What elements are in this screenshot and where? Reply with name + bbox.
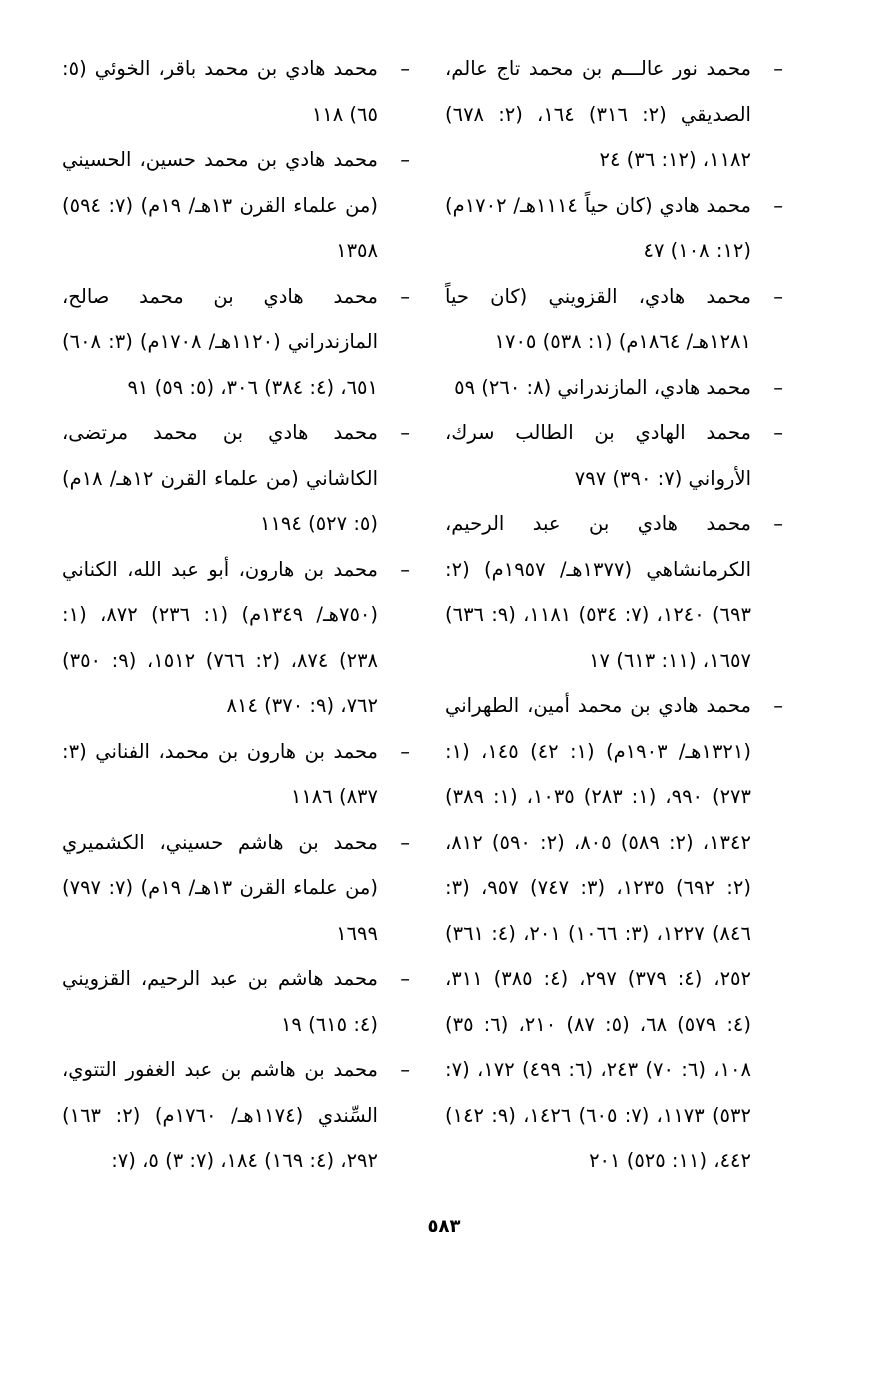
entry-text: محمد هادي بن محمد مرتضى، الكاشاني (من علماء القرن ١٢هـ/ ١٨م) (٥: ٥٢٧) ١١٩٤	[62, 421, 379, 535]
index-entry	[62, 410, 412, 547]
index-entry	[445, 365, 785, 411]
entry-text: محمد نور عالـــم بن محمد تاج عالم، الصديقي (٢: ٣١٦) ١٦٤، (٢: ٦٧٨) ١١٨٢، (١٢: ٣٦) ٢٤	[445, 57, 751, 171]
entry-text: محمد هادي بن محمد صالح، المازندراني (١١٢٠هـ/ ١٧٠٨م) (٣: ٦٠٨) ٦٥١، (٤: ٣٨٤) ٣٠٦، (٥: ٥٩) ٩١	[62, 284, 378, 399]
entry-dash: –	[773, 512, 783, 535]
entry-dash: –	[400, 284, 410, 308]
entry-dash: –	[400, 421, 410, 444]
index-entry	[62, 956, 412, 1047]
index-entry	[62, 274, 412, 411]
right-column	[445, 46, 785, 1184]
entry-dash: –	[773, 421, 783, 444]
index-entry	[62, 547, 412, 729]
entry-text: محمد هادي، المازندراني (٨: ٢٦٠) ٥٩	[454, 375, 751, 399]
entry-text: محمد بن هاشم بن عبد الغفور التتوي، السِّندي (١١٧٤هـ/ ١٧٦٠م) (٢: ١٦٣) ٢٩٢، (٤: ١٦٩) ١٨٤، (٧: ٣) ٥، (٧:	[62, 1058, 378, 1172]
entry-text: محمد هادي بن محمد أمين، الطهراني (١٣٢١هـ/ ١٩٠٣م) (١: ٤٢) ١٤٥، (١: ٢٧٣) ٩٩٠، (١: ٢٨٣) ١٠٣٥، (١: ٣٨٩) ١٣٤٢، (٢: ٥٨٩) ٨٠٥، (٢: ٥٩٠) ٨١٢، (٢: ٦٩٢) ١٢٣٥، (٣: ٧٤٧) ٩٥٧، (٣: ٨٤٦) ١٢٢٧، (٣: ١٠٦٦) ٢٠١، (٤: ٣٦١) ٢٥٢، (٤: ٣٧٩) ٢٩٧، (٤: ٣٨٥) ٣١١، (٤: ٥٧٩) ٦٨، (٥: ٨٧) ٢١٠، (٦: ٣٥) ١٠٨، (٦: ٧٠) ٢٤٣، (٦: ٤٩٩) ١٧٢، (٧: ٥٣٢) ١١٧٣، (٧: ٦٠٥) ١٤٢٦، (٩: ١٤٢) ٤٤٢، (١١: ٥٢٥) ٢٠١	[445, 694, 752, 1172]
entry-text: محمد هادي، القزويني (كان حياً ١٢٨١هـ/ ١٨٦٤م) (١: ٥٣٨) ١٧٠٥	[445, 284, 751, 353]
entry-text: محمد الهادي بن الطالب سرك، الأرواني (٧: ٣٩٠) ٧٩٧	[445, 421, 751, 490]
entry-dash: –	[773, 284, 783, 308]
index-entry	[445, 410, 785, 501]
index-entry	[445, 274, 785, 365]
entry-dash: –	[400, 57, 410, 80]
left-column	[62, 46, 412, 1184]
entry-text: محمد بن هارون، أبو عبد الله، الكناني (٧٥٠هـ/ ١٣٤٩م) (١: ٢٣٦) ٨٧٢، (١: ٢٣٨) ٨٧٤، (٢: ٧٦٦) ١٥١٢، (٩: ٣٥٠) ٧٦٢، (٩: ٣٧٠) ٨١٤	[62, 557, 379, 717]
entry-dash: –	[400, 830, 410, 854]
entry-dash: –	[400, 739, 410, 763]
index-entry	[445, 183, 785, 274]
entry-text: محمد هادي بن محمد باقر، الخوئي (٥: ٦٥) ١١٨	[62, 57, 378, 126]
entry-dash: –	[400, 967, 410, 990]
entry-dash: –	[773, 694, 783, 717]
index-entry	[445, 46, 785, 183]
entry-dash: –	[773, 193, 783, 217]
entry-dash: –	[400, 1058, 410, 1081]
index-entry	[62, 729, 412, 820]
entry-dash: –	[773, 375, 783, 399]
index-entry	[445, 501, 785, 683]
entry-text: محمد هادي بن محمد حسين، الحسيني (من علماء القرن ١٣هـ/ ١٩م) (٧: ٥٩٤) ١٣٥٨	[62, 148, 378, 262]
entry-text: محمد بن هارون بن محمد، الفناني (٣: ٨٣٧) ١١٨٦	[62, 739, 378, 808]
entry-dash: –	[400, 148, 410, 171]
entry-text: محمد هادي (كان حياً ١١١٤هـ/ ١٧٠٢م) (١٢: ١٠٨) ٤٧	[445, 193, 751, 262]
index-entry	[62, 1047, 412, 1184]
entry-dash: –	[400, 557, 410, 581]
index-entry	[445, 683, 785, 1184]
entry-text: محمد هادي بن عبد الرحيم، الكرمانشاهي (١٣٧٧هـ/ ١٩٥٧م) (٢: ٦٩٣) ١٢٤٠، (٧: ٥٣٤) ١١٨١، (٩: ٦٣٦) ١٦٥٧، (١١: ٦١٣) ١٧	[445, 512, 751, 672]
entry-text: محمد هاشم بن عبد الرحيم، القزويني (٤: ٦١٥) ١٩	[62, 967, 378, 1036]
entry-text: محمد بن هاشم حسيني، الكشميري (من علماء القرن ١٣هـ/ ١٩م) (٧: ٧٩٧) ١٦٩٩	[62, 830, 378, 945]
page-number: ٥٨٣	[427, 1216, 461, 1237]
index-entry	[62, 820, 412, 957]
entry-dash: –	[773, 57, 783, 80]
index-entry	[62, 137, 412, 274]
index-entry	[62, 46, 412, 137]
